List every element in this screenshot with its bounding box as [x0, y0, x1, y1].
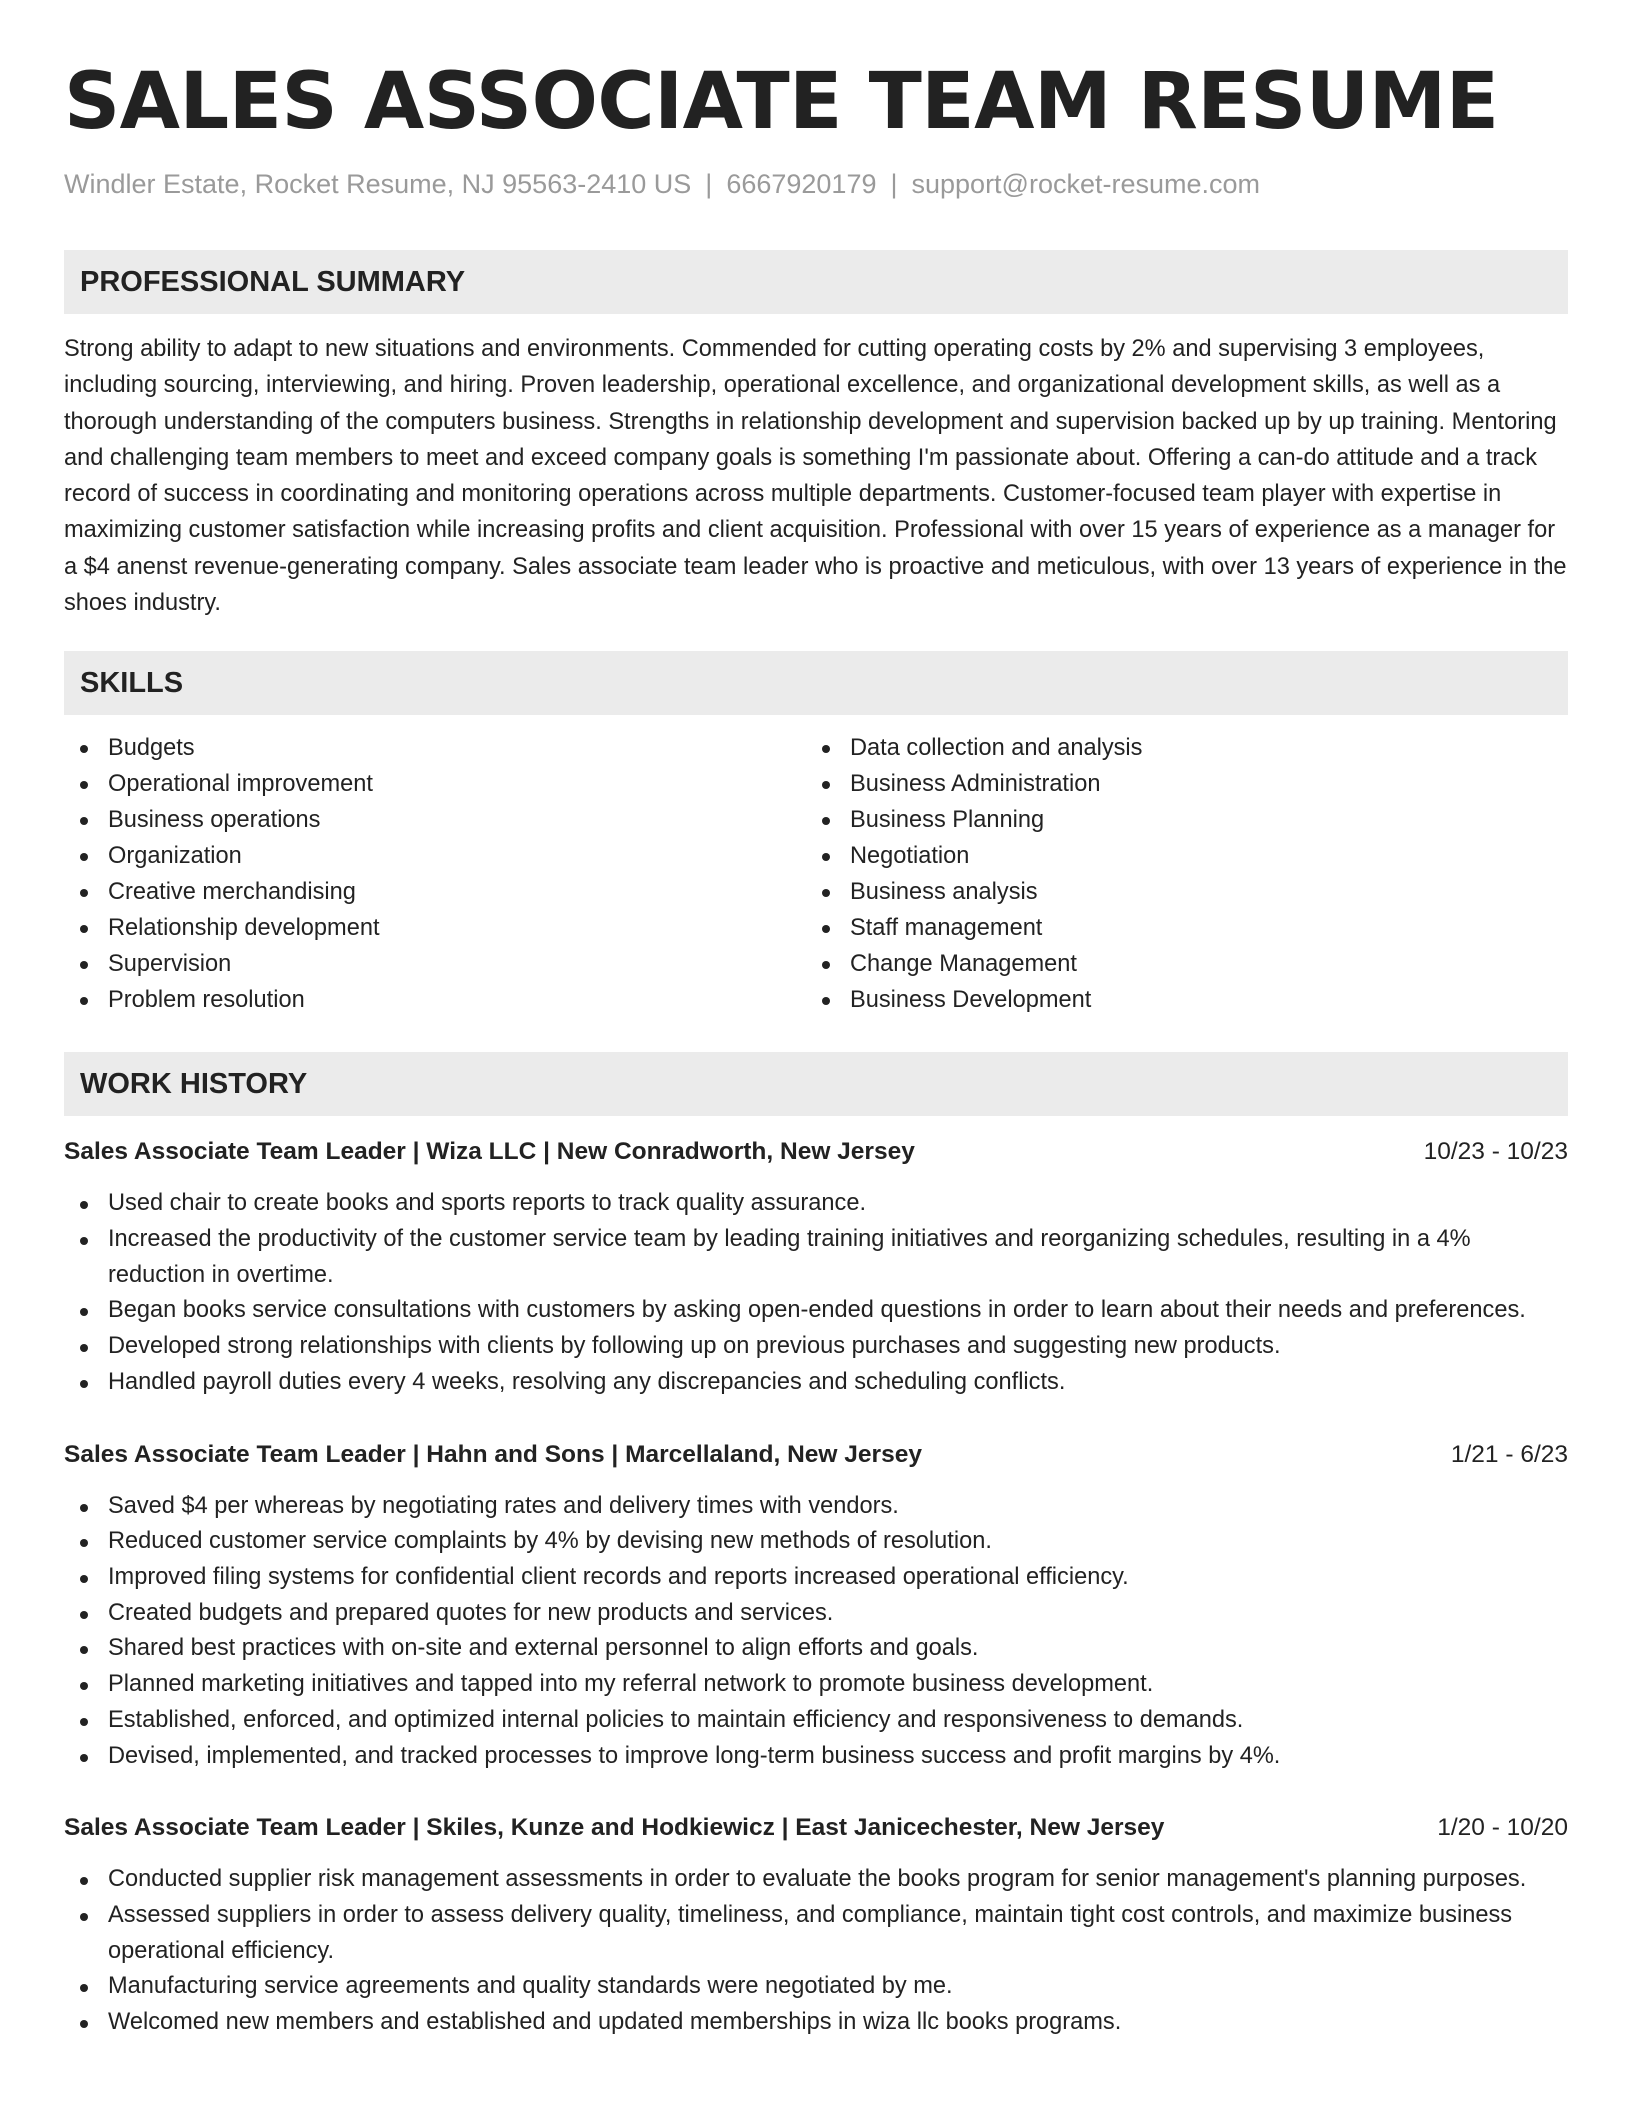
skill-item: Organization — [64, 838, 806, 874]
job-bullets — [64, 1186, 1568, 1400]
job-bullet: Welcomed new members and established and updated memberships in wiza llc books programs. — [64, 2005, 1568, 2041]
contact-address: Windler Estate, Rocket Resume, NJ 95563-2410 US — [64, 169, 692, 199]
job-bullet: Reduced customer service complaints by 4% by devising new methods of resolution. — [64, 1524, 1568, 1560]
resume-title: SALES ASSOCIATE TEAM RESUME — [64, 57, 1499, 147]
skill-item: Business Planning — [806, 802, 1548, 838]
job-entry — [64, 1134, 1568, 1400]
resume-page — [64, 52, 1568, 2041]
section-header-summary: PROFESSIONAL SUMMARY — [64, 250, 1568, 314]
job-bullet: Established, enforced, and optimized internal policies to maintain efficiency and responsiveness to demands. — [64, 1703, 1568, 1739]
skill-item: Change Management — [806, 946, 1548, 982]
job-date: 1/20 - 10/20 — [1437, 1814, 1568, 1842]
contact-phone: 6667920179 — [726, 169, 877, 199]
job-bullet: Created budgets and prepared quotes for new products and services. — [64, 1596, 1568, 1632]
job-bullet: Manufacturing service agreements and quality standards were negotiated by me. — [64, 1969, 1568, 2005]
skill-item: Data collection and analysis — [806, 730, 1548, 766]
contact-email: support@rocket-resume.com — [911, 169, 1261, 199]
skills-list — [64, 730, 1568, 1018]
job-bullet: Saved $4 per whereas by negotiating rates and delivery times with vendors. — [64, 1489, 1568, 1525]
skill-item: Supervision — [64, 946, 806, 982]
job-title: Sales Associate Team Leader | Skiles, Kunze and Hodkiewicz | East Janicechester, New Jersey — [64, 1814, 1165, 1842]
skill-item: Relationship development — [64, 910, 806, 946]
skill-item: Creative merchandising — [64, 874, 806, 910]
job-header — [64, 1437, 1568, 1473]
contact-separator: | — [890, 169, 898, 199]
contact-separator: | — [705, 169, 713, 199]
job-bullet: Conducted supplier risk management assessments in order to evaluate the books program for senior management's planning purposes. — [64, 1862, 1568, 1898]
job-header — [64, 1810, 1568, 1846]
skills-column-right — [806, 730, 1548, 1018]
skill-item: Business Administration — [806, 766, 1548, 802]
skills-column-left — [64, 730, 806, 1018]
job-bullet: Developed strong relationships with clients by following up on previous purchases and suggesting new products. — [64, 1329, 1568, 1365]
job-bullet: Used chair to create books and sports reports to track quality assurance. — [64, 1186, 1568, 1222]
job-bullet: Increased the productivity of the customer service team by leading training initiatives and reorganizing schedules, resulting in a 4% reduction in overtime. — [64, 1222, 1568, 1293]
section-header-work-history: WORK HISTORY — [64, 1052, 1568, 1116]
skill-item: Business Development — [806, 982, 1548, 1018]
job-date: 10/23 - 10/23 — [1423, 1138, 1568, 1166]
job-entry — [64, 1437, 1568, 1775]
skill-item: Business operations — [64, 802, 806, 838]
contact-line — [64, 166, 1568, 202]
job-bullet: Shared best practices with on-site and external personnel to align efforts and goals. — [64, 1631, 1568, 1667]
job-bullet: Improved filing systems for confidential client records and reports increased operational efficiency. — [64, 1560, 1568, 1596]
job-bullet: Planned marketing initiatives and tapped into my referral network to promote business development. — [64, 1667, 1568, 1703]
job-title: Sales Associate Team Leader | Hahn and Sons | Marcellaland, New Jersey — [64, 1440, 922, 1468]
job-title: Sales Associate Team Leader | Wiza LLC | New Conradworth, New Jersey — [64, 1138, 915, 1166]
section-header-skills: SKILLS — [64, 651, 1568, 715]
job-bullet: Began books service consultations with customers by asking open-ended questions in order to learn about their needs and preferences. — [64, 1293, 1568, 1329]
skill-item: Business analysis — [806, 874, 1548, 910]
skill-item: Operational improvement — [64, 766, 806, 802]
skill-item: Budgets — [64, 730, 806, 766]
job-header — [64, 1134, 1568, 1170]
job-bullet: Handled payroll duties every 4 weeks, resolving any discrepancies and scheduling conflicts. — [64, 1365, 1568, 1401]
skill-item: Negotiation — [806, 838, 1548, 874]
job-bullet: Assessed suppliers in order to assess delivery quality, timeliness, and compliance, maintain tight cost controls, and maximize business operational efficiency. — [64, 1898, 1568, 1969]
skill-item: Staff management — [806, 910, 1548, 946]
job-bullets — [64, 1862, 1568, 2041]
job-bullets — [64, 1489, 1568, 1775]
summary-text: Strong ability to adapt to new situations and environments. Commended for cutting operating costs by 2% and supervising 3 employees, including sourcing, interviewing, and hiring. Proven leadership, operational excellence, and organizational development skills, as well as a thorough understanding of the computers business. Strengths in relationship development and supervision backed up by up training. Mentoring and challenging team members to meet and exceed company goals is something I'm passionate about. Offering a can-do attitude and a track record of success in coordinating and monitoring operations across multiple departments. Customer-focused team player with expertise in maximizing customer satisfaction while increasing profits and client acquisition. Professional with over 15 years of experience as a manager for a $4 anenst revenue-generating company. Sales associate team leader who is proactive and meticulous, with over 13 years of experience in the shoes industry. — [64, 336, 1567, 617]
job-date: 1/21 - 6/23 — [1450, 1440, 1568, 1468]
skill-item: Problem resolution — [64, 982, 806, 1018]
job-entry — [64, 1810, 1568, 2041]
job-bullet: Devised, implemented, and tracked processes to improve long-term business success and profit margins by 4%. — [64, 1739, 1568, 1775]
